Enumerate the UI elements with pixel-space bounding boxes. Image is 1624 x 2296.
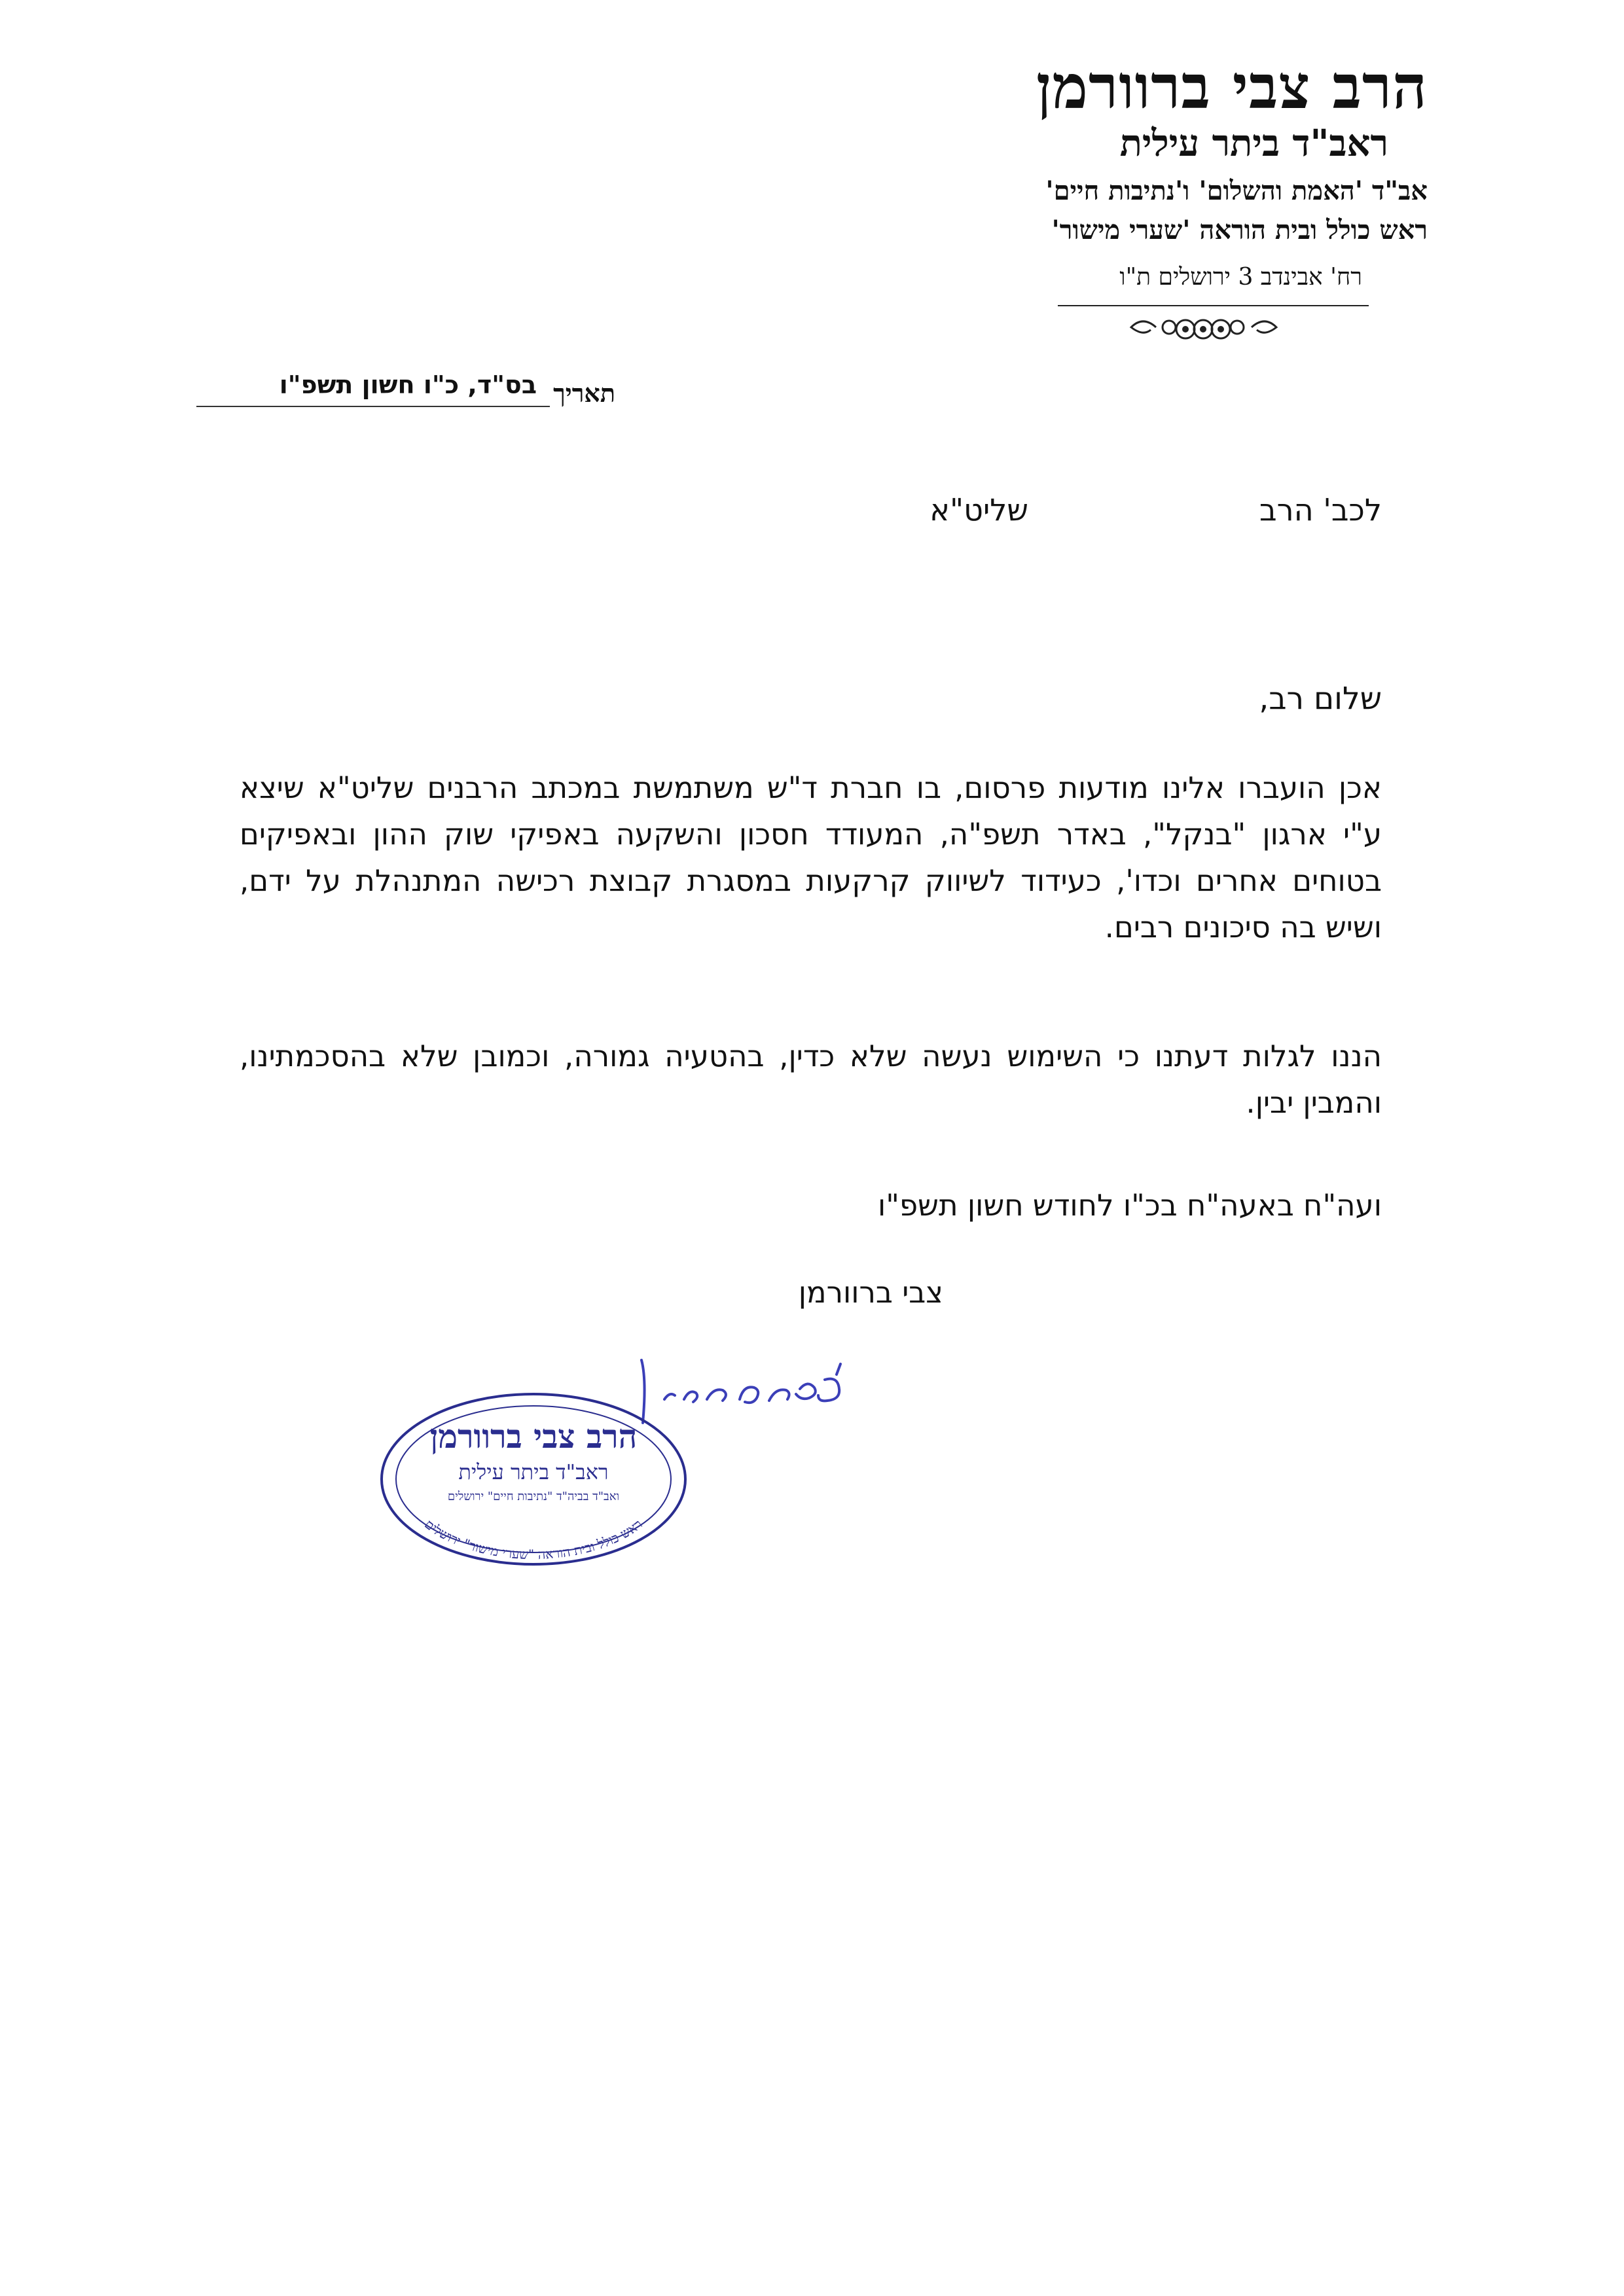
ornament-divider-icon [1058,298,1369,344]
stamp-ring-text: ראש כולל ובית הוראה "שערי מישור" ירושלים [422,1516,645,1563]
letterhead-line-2: ראש כולל ובית הוראה 'שערי מישור' [1051,214,1428,245]
letterhead [930,52,1428,293]
date-line [196,367,615,412]
signature-name: צבי ברוורמן [798,1275,943,1310]
letterhead-line-1: אב"ד 'האמת והשלום' ו'נתיבות חיים' [1045,175,1428,206]
stamp-line: ואב"ד בביה"ד "נתיבות חיים" ירושלים [447,1490,620,1503]
stamp-name: הרב צבי ברוורמן [429,1417,638,1456]
addressee-to-rav: לכב' הרב [1259,492,1382,528]
date-underline [196,406,550,407]
rabbinical-stamp [376,1388,691,1571]
closing-line: ועה"ח באעה"ח בכ"ו לחודש חשון תשפ"ו [878,1188,1382,1223]
letterhead-title: ראב"ד ביתר עילית [1119,121,1388,165]
letterhead-name: הרב צבי ברוורמן [1036,52,1428,122]
greeting: שלום רב, [1259,681,1382,717]
date-label: תאריך [553,378,615,408]
svg-text:ראש כולל ובית הוראה "שערי מישו [422,1516,645,1562]
date-value: בס"ד, כ"ו חשון תשפ"ו [279,370,537,399]
stamp-title: ראב"ד ביתר עילית [458,1460,609,1484]
letterhead-address: רח' אבינדב 3 ירושלים ת"ו [1119,263,1362,291]
body-paragraph-1: אכן הועברו אלינו מודעות פרסום, בו חברת ד"ש משתמשת במכתב הרבנים שליט"א שיצא ע"י ארגון "בנקל", באדר תשפ"ה, המעודד חסכון והשקעה באפיקי שוק ההון ובאפיקים בטוחים אחרים וכדו', כעידוד לשיווק קרקעות במסגרת קבוצת רכישה המתנהלת על ידם, ושיש בה סיכונים רבים. [240,770,1382,944]
body-paragraph-2: הננו לגלות דעתנו כי השימוש נעשה שלא כדין, בהטעיה גמורה, וכמובן שלא בהסכמתינו, והמבין יבין. [240,1039,1382,1120]
addressee-shlita: שליט"א [929,492,1028,528]
